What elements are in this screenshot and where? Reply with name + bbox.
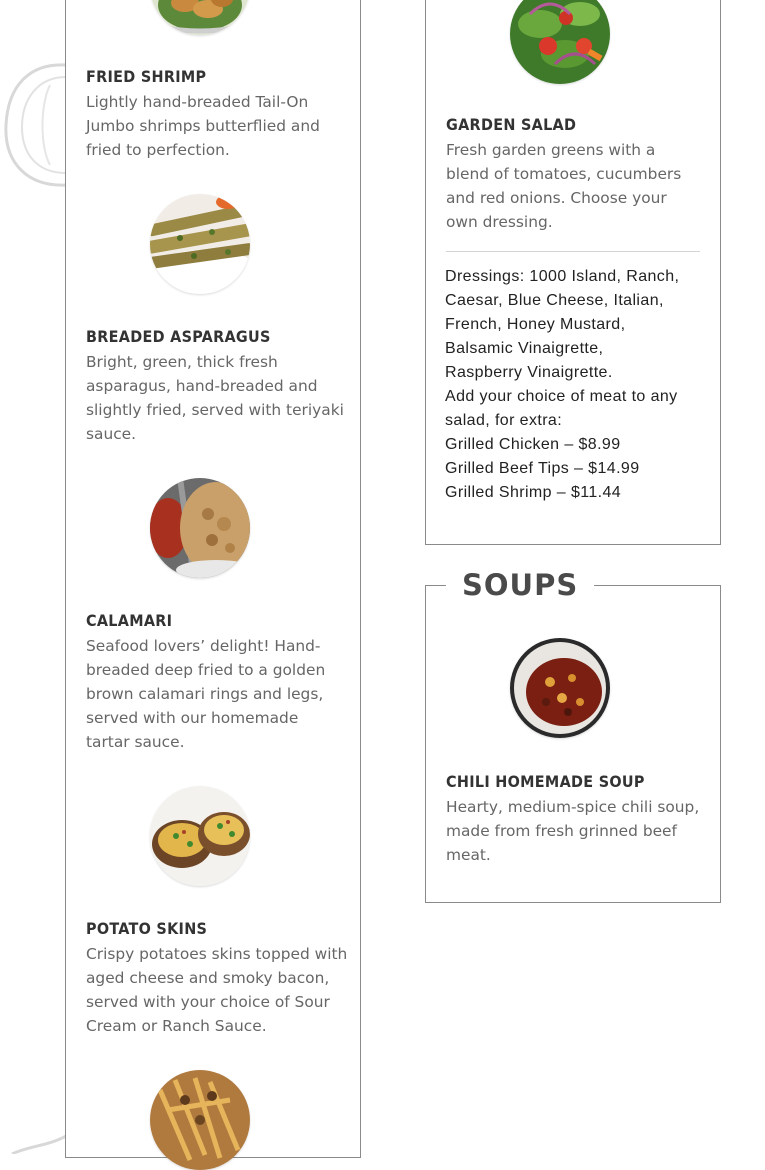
item-title: BREADED ASPARAGUS [86, 327, 271, 346]
fried-shrimp-photo [150, 0, 250, 35]
meat-price-line: Grilled Shrimp – $11.44 [445, 484, 622, 501]
item-description: Hearty, medium-spice chili soup, made from fresh grinned beef meat. [446, 798, 700, 864]
fries-photo [150, 1070, 250, 1170]
chili-soup-photo [510, 638, 610, 738]
decorative-pumpkin-sketch [0, 55, 66, 195]
calamari-photo [150, 478, 250, 578]
breaded-asparagus-photo [150, 194, 250, 294]
meat-addon-line: salad, for extra: [445, 412, 563, 429]
item-description: Fresh garden greens with a blend of tomatoes, cucumbers and red onions. Choose your own dressing. [446, 141, 682, 231]
dressing-line: Balsamic Vinaigrette, [445, 340, 604, 357]
dressing-options-text [445, 265, 717, 505]
potato-skins-photo [150, 786, 250, 886]
garden-salad-photo [510, 0, 610, 84]
item-title: FRIED SHRIMP [86, 67, 207, 86]
item-description: Seafood lovers’ delight! Hand-breaded deep fried to a golden brown calamari rings and legs, served with our homemade tartar sauce. [86, 637, 326, 751]
item-title: GARDEN SALAD [446, 115, 577, 134]
item-title: CHILI HOMEMADE SOUP [446, 772, 645, 791]
item-description: Crispy potatoes skins topped with aged cheese and smoky bacon, served with your choice of Sour Cream or Ranch Sauce. [86, 945, 348, 1035]
dressing-line: Raspberry Vinaigrette. [445, 364, 613, 381]
meat-price-line: Grilled Beef Tips – $14.99 [445, 460, 640, 477]
item-title: CALAMARI [86, 611, 173, 630]
item-title: POTATO SKINS [86, 919, 208, 938]
item-description: Bright, green, thick fresh asparagus, hand-breaded and slightly fried, served with teriyaki sauce. [86, 353, 344, 443]
meat-addon-line: Add your choice of meat to any [445, 388, 678, 405]
garden-salad-panel [425, 0, 721, 545]
soups-panel [425, 568, 721, 903]
dressing-line: Dressings: 1000 Island, Ranch, [445, 268, 680, 285]
meat-price-line: Grilled Chicken – $8.99 [445, 436, 621, 453]
appetizers-panel [65, 0, 361, 1158]
decorative-sketch-bottom [10, 1132, 66, 1154]
dressing-line: Caesar, Blue Cheese, Italian, [445, 292, 664, 309]
item-description: Lightly hand-breaded Tail-On Jumbo shrimps butterflied and fried to perfection. [86, 93, 320, 159]
section-heading-soups: SOUPS [446, 567, 594, 603]
dressing-line: French, Honey Mustard, [445, 316, 626, 333]
divider [446, 251, 700, 252]
